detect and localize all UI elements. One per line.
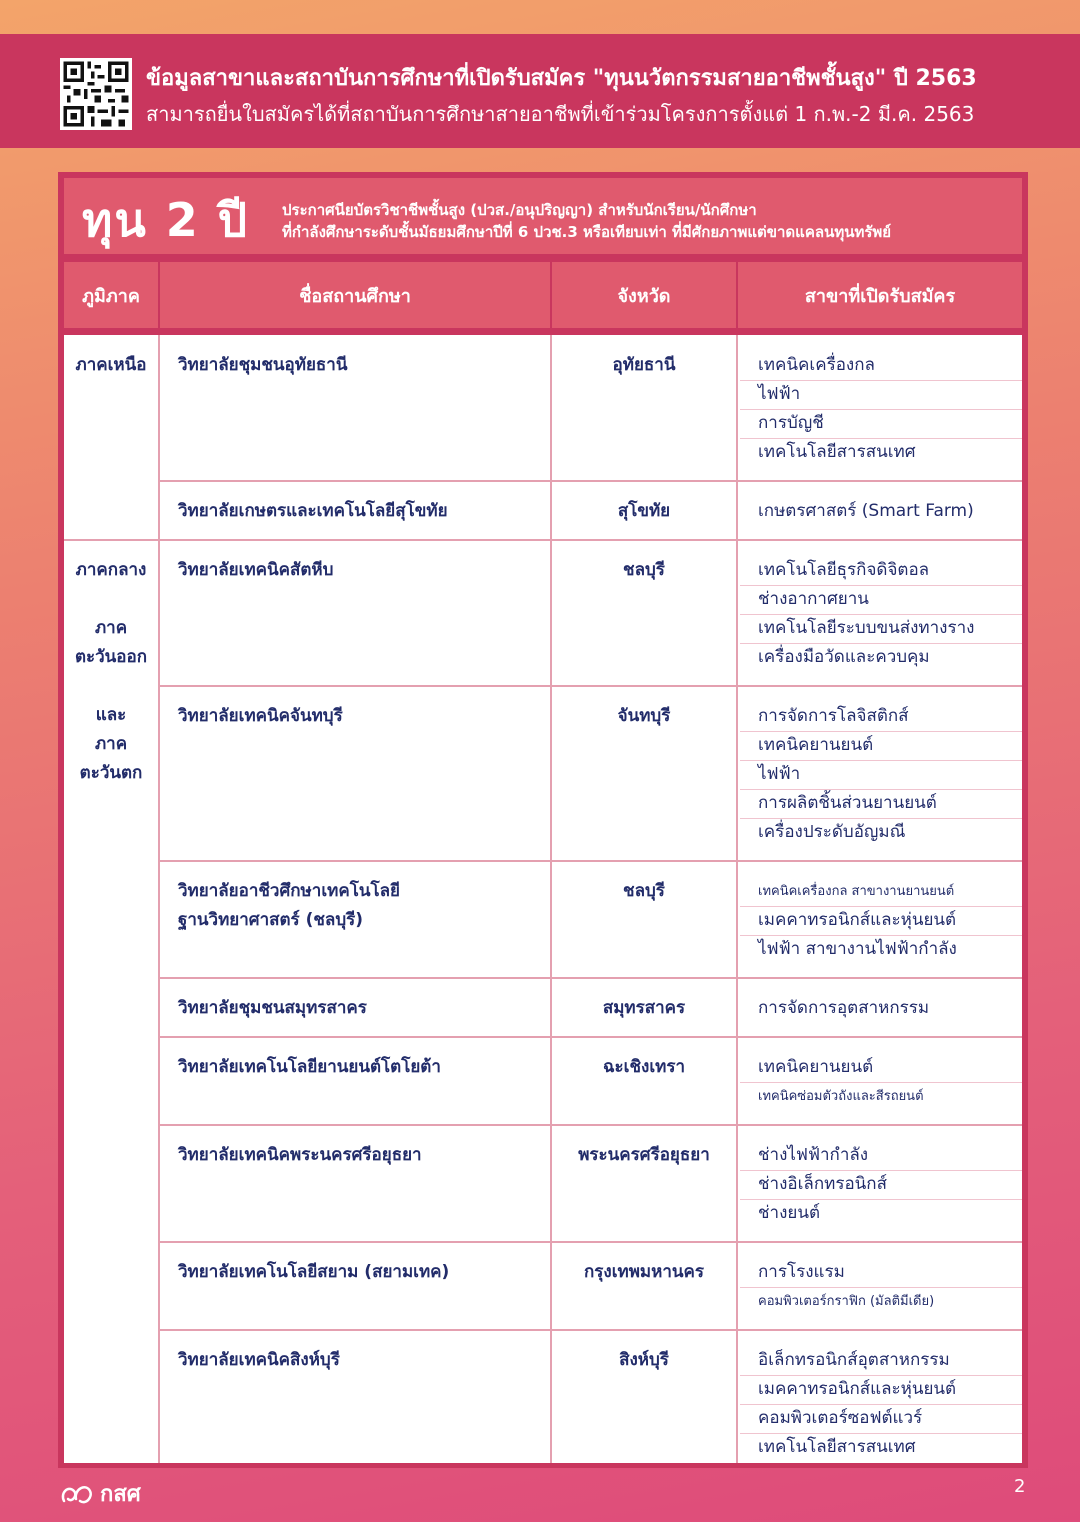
major-item: ช่างอากาศยาน: [758, 589, 869, 609]
institution-name: [178, 1258, 548, 1287]
region-label-line: ภาค: [94, 618, 128, 638]
scholarship-desc-line1: ประกาศนียบัตรวิชาชีพชั้นสูง (ปวส./อนุปริญญา) สำหรับนักเรียน/นักศึกษา: [282, 201, 757, 219]
major-item: เทคโนโลยีสารสนเทศ: [758, 442, 916, 462]
institution-name: [178, 1141, 548, 1170]
region-label-line: ภาคเหนือ: [75, 355, 147, 375]
region-label: [64, 351, 158, 380]
major-item: เกษตรศาสตร์ (Smart Farm): [758, 501, 974, 521]
institution-name-line: วิทยาลัยเทคนิคพระนครศรีอยุธยา: [178, 1145, 422, 1165]
row-divider: [64, 539, 1022, 541]
province: กรุงเทพมหานคร: [583, 1262, 705, 1282]
eef-logo-text: กสศ: [100, 1482, 141, 1507]
major-item: เครื่องมือวัดและควบคุม: [758, 647, 930, 667]
row-divider: [158, 1036, 1022, 1038]
region-label-line: [64, 672, 158, 701]
eef-logo: [60, 1476, 141, 1511]
region-label-line: ภาค: [94, 734, 128, 754]
major-item: อิเล็กทรอนิกส์อุตสาหกรรม: [758, 1350, 950, 1370]
major-item: เทคโนโลยีธุรกิจดิจิตอล: [758, 560, 930, 580]
major-item: ไฟฟ้า สาขางานไฟฟ้ากำลัง: [758, 939, 957, 959]
institution-name-line: ฐานวิทยาศาสตร์ (ชลบุรี): [178, 910, 364, 930]
region-label-line: ตะวันตก: [79, 763, 143, 783]
major-item: เทคนิคเครื่องกล: [758, 355, 875, 375]
institution-name-line: วิทยาลัยอาชีวศึกษาเทคโนโลยี: [178, 881, 400, 901]
institution-name: [178, 1053, 548, 1082]
qr-code-icon: [60, 58, 132, 130]
major-item: การจัดการอุตสาหกรรม: [758, 998, 930, 1018]
column-header-institution: ชื่อสถานศึกษา: [160, 262, 550, 328]
province: ชลบุรี: [623, 881, 665, 901]
row-divider: [158, 480, 1022, 482]
row-divider: [158, 1124, 1022, 1126]
column-divider: [158, 335, 160, 1463]
major-item: เทคโนโลยีระบบขนส่งทางราง: [758, 618, 975, 638]
institution-name: [178, 702, 548, 731]
scholarship-desc-line2: ที่กำลังศึกษาระดับชั้นมัธยมศึกษาปีที่ 6 ปวช.3 หรือเทียบเท่า ที่มีศักยภาพแต่ขาดแคลนทุนทรัพย์: [282, 223, 892, 241]
major-item: การบัญชี: [758, 413, 824, 433]
scholarship-header: [64, 178, 1022, 254]
institution-name-line: วิทยาลัยชุมชนอุทัยธานี: [178, 355, 348, 375]
province: ฉะเชิงเทรา: [602, 1057, 686, 1077]
institution-name-line: วิทยาลัยเทคนิคสัตหีบ: [178, 560, 334, 580]
row-divider: [158, 860, 1022, 862]
major-item: เทคนิคยานยนต์: [758, 1057, 874, 1077]
major-item: ไฟฟ้า: [758, 764, 801, 784]
eef-logo-icon: [60, 1481, 94, 1507]
major-item: เครื่องประดับอัญมณี: [758, 822, 906, 842]
banner-subtitle: สามารถยื่นใบสมัครได้ที่สถาบันการศึกษาสายอาชีพที่เข้าร่วมโครงการตั้งแต่ 1 ก.พ.-2 มี.ค. 2563: [146, 102, 975, 126]
region-label-line: ภาคกลาง: [75, 560, 147, 580]
column-header-region: ภูมิภาค: [64, 262, 158, 328]
column-header-majors: สาขาที่เปิดรับสมัคร: [738, 262, 1022, 328]
institution-name: [178, 351, 548, 380]
province: พระนครศรีอยุธยา: [578, 1145, 710, 1165]
major-item: เทคนิคซ่อมตัวถังและสีรถยนต์: [758, 1089, 924, 1104]
region-label-line: และ: [95, 705, 127, 725]
institution-name-line: วิทยาลัยเทคโนโลยียานยนต์โตโยต้า: [178, 1057, 441, 1077]
institution-name: [178, 994, 548, 1023]
major-item: คอมพิวเตอร์กราฟิก (มัลติมีเดีย): [758, 1294, 935, 1309]
scholarship-title: ทุน 2 ปี: [82, 193, 250, 247]
major-item: คอมพิวเตอร์ซอฟต์แวร์: [758, 1408, 923, 1428]
institution-table: [64, 335, 1022, 1463]
major-item: การโรงแรม: [758, 1262, 845, 1282]
province: สุโขทัย: [617, 501, 671, 521]
banner-title: ข้อมูลสาขาและสถาบันการศึกษาที่เปิดรับสมัคร "ทุนนวัตกรรมสายอาชีพชั้นสูง" ปี 2563: [146, 66, 977, 91]
institution-name-line: วิทยาลัยเกษตรและเทคโนโลยีสุโขทัย: [178, 501, 448, 521]
major-item: ไฟฟ้า: [758, 384, 801, 404]
major-item: เทคนิคเครื่องกล สาขางานยานยนต์: [758, 884, 955, 899]
province: ชลบุรี: [623, 560, 665, 580]
institution-name-line: วิทยาลัยเทคนิคสิงห์บุรี: [178, 1350, 340, 1370]
institution-name: [178, 556, 548, 585]
column-divider: [736, 335, 738, 1463]
region-label-line: [64, 585, 158, 614]
major-item: เทคโนโลยีสารสนเทศ: [758, 1437, 916, 1457]
institution-name: [178, 877, 548, 935]
major-item: เทคนิคยานยนต์: [758, 735, 874, 755]
institution-name: [178, 497, 548, 526]
province: สมุทรสาคร: [602, 998, 686, 1018]
province: สิงห์บุรี: [619, 1350, 669, 1370]
institution-name-line: วิทยาลัยเทคนิคจันทบุรี: [178, 706, 343, 726]
major-item: เมคคาทรอนิกส์และหุ่นยนต์: [758, 1379, 957, 1399]
major-item: การผลิตชิ้นส่วนยานยนต์: [758, 793, 937, 813]
region-label: [64, 556, 158, 788]
row-divider: [158, 685, 1022, 687]
column-header-province: จังหวัด: [552, 262, 736, 328]
top-banner: [0, 34, 1080, 148]
major-item: เมคคาทรอนิกส์และหุ่นยนต์: [758, 910, 957, 930]
major-item: ช่างอิเล็กทรอนิกส์: [758, 1174, 887, 1194]
row-divider: [158, 977, 1022, 979]
institution-name-line: วิทยาลัยเทคโนโลยีสยาม (สยามเทค): [178, 1262, 450, 1282]
region-label-line: ตะวันออก: [74, 647, 148, 667]
row-divider: [158, 1241, 1022, 1243]
province: อุทัยธานี: [612, 355, 676, 375]
institution-name: [178, 1346, 548, 1375]
page-number: 2: [1014, 1476, 1026, 1497]
major-item: ช่างไฟฟ้ากำลัง: [758, 1145, 869, 1165]
row-divider: [158, 1329, 1022, 1331]
major-item: การจัดการโลจิสติกส์: [758, 706, 909, 726]
institution-name-line: วิทยาลัยชุมชนสมุทรสาคร: [178, 998, 367, 1018]
province: จันทบุรี: [617, 706, 671, 726]
major-item: ช่างยนต์: [758, 1203, 821, 1223]
